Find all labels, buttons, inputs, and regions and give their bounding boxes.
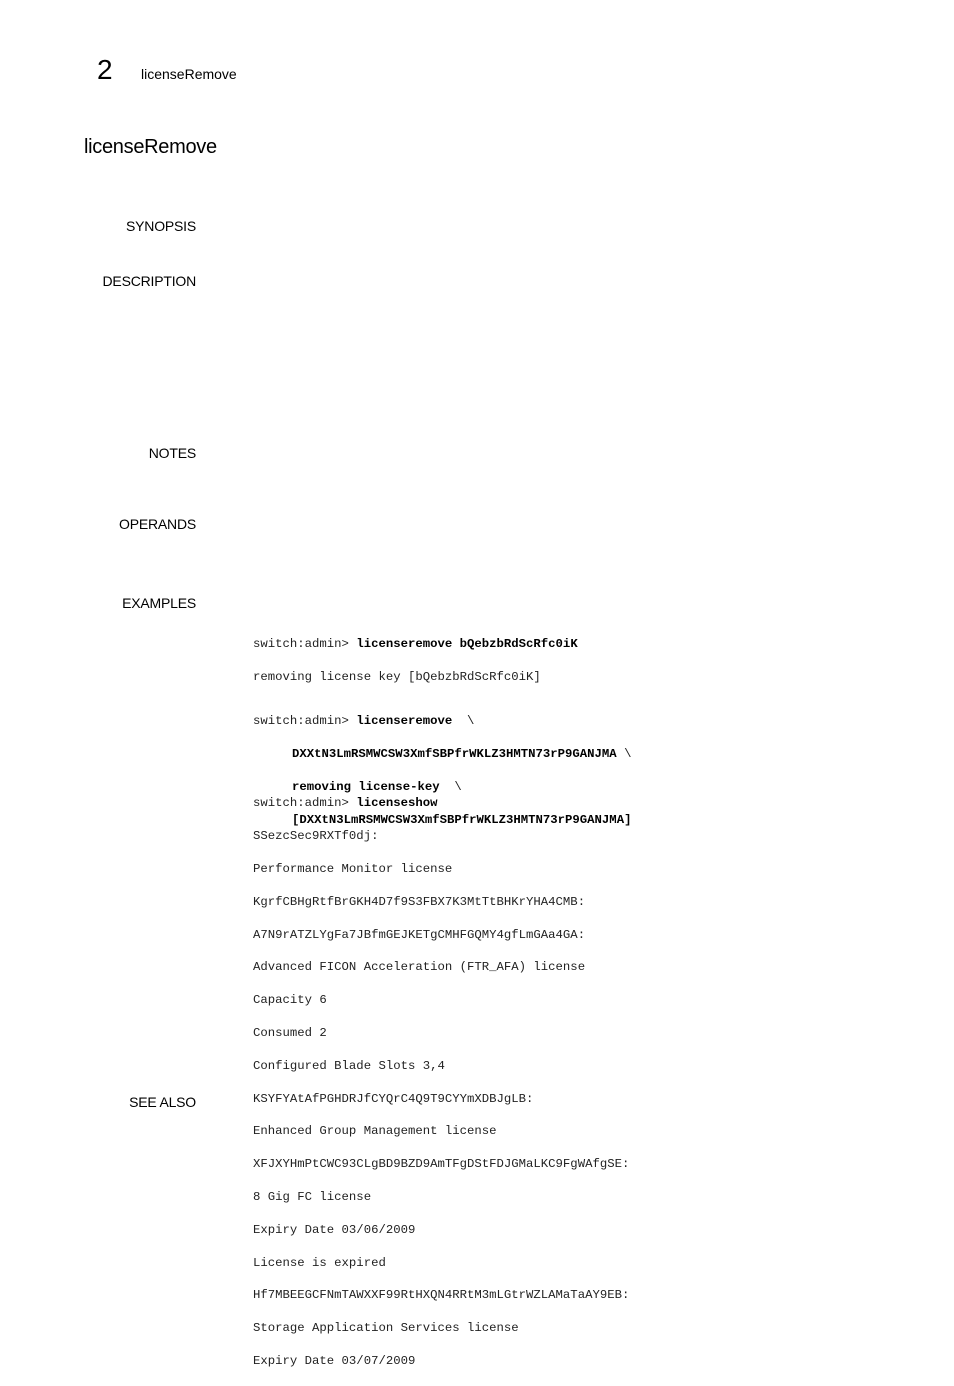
section-description: DESCRIPTION — [102, 273, 196, 289]
shell-prompt: switch:admin> — [253, 637, 357, 652]
example-1-code — [253, 620, 578, 702]
section-synopsis: SYNOPSIS — [126, 218, 196, 234]
code-output-line: 8 Gig FC license — [253, 1189, 372, 1204]
code-output-line: Expiry Date 03/06/2009 — [253, 1222, 416, 1237]
code-line — [253, 746, 631, 762]
code-output-line: Expiry Date 03/07/2009 — [253, 1353, 416, 1368]
line-continuation: \ — [616, 747, 632, 762]
code-output-line: Advanced FICON Acceleration (FTR_AFA) license — [253, 960, 586, 975]
section-see-also: SEE ALSO — [129, 1094, 196, 1110]
line-continuation: \ — [452, 714, 475, 729]
license-key-text: DXXtN3LmRSMWCSW3XmfSBPfrWKLZ3HMTN73rP9GANJMA — [292, 747, 617, 762]
code-output-line: Enhanced Group Management license — [253, 1124, 497, 1139]
code-output-line: KSYFYAtAfPGHDRJfCYQrC4Q9T9CYYmXDBJgLB: — [253, 1091, 534, 1106]
command-text: licenseremove — [356, 714, 453, 729]
code-output-line: Capacity 6 — [253, 993, 327, 1008]
code-output-line: Performance Monitor license — [253, 862, 453, 876]
code-output-line: A7N9rATZLYgFa7JBfmGEJKETgCMHFGQMY4gfLmGAa4GA: — [253, 927, 586, 942]
code-line — [253, 795, 629, 811]
code-output-line: SSezcSec9RXTf0dj: — [253, 829, 379, 844]
line-continuation: \ — [439, 780, 462, 794]
command-text: licenseshow — [356, 796, 438, 811]
code-output-line: Hf7MBEEGCFNmTAWXXF99RtHXQN4RRtM3mLGtrWZLAMaTaAY9EB: — [253, 1288, 630, 1303]
code-output-line: Consumed 2 — [253, 1025, 327, 1040]
removing-text: removing license-key — [292, 780, 440, 794]
example-3-code — [253, 779, 632, 1386]
section-examples: EXAMPLES — [122, 595, 196, 611]
code-output-line: Storage Application Services license — [253, 1321, 519, 1336]
code-output-line: KgrfCBHgRtfBrGKH4D7f9S3FBX7K3MtTtBHKrYHA4CMB: — [253, 894, 586, 909]
code-output-line: XFJXYHmPtCWC93CLgBD9BZD9AmTFgDStFDJGMaLKC9FgWAfgSE: — [253, 1157, 630, 1172]
code-output-line: removing license key [bQebzbRdScRfc0iK] — [253, 670, 541, 685]
running-header-title: licenseRemove — [141, 66, 237, 82]
shell-prompt: switch:admin> — [253, 796, 357, 811]
bracketed-key-text: [DXXtN3LmRSMWCSW3XmfSBPfrWKLZ3HMTN73rP9GANJMA] — [292, 812, 632, 827]
code-line — [253, 713, 631, 729]
section-operands: OPERANDS — [119, 516, 196, 532]
code-output-line: License is expired — [253, 1255, 386, 1270]
code-line — [253, 636, 578, 652]
page-title: licenseRemove — [84, 136, 217, 158]
shell-prompt: switch:admin> — [253, 714, 357, 729]
command-text: licenseremove bQebzbRdScRfc0iK — [356, 637, 578, 652]
code-output-line: Configured Blade Slots 3,4 — [253, 1058, 445, 1073]
chapter-number: 2 — [97, 54, 113, 85]
section-notes: NOTES — [148, 445, 196, 461]
